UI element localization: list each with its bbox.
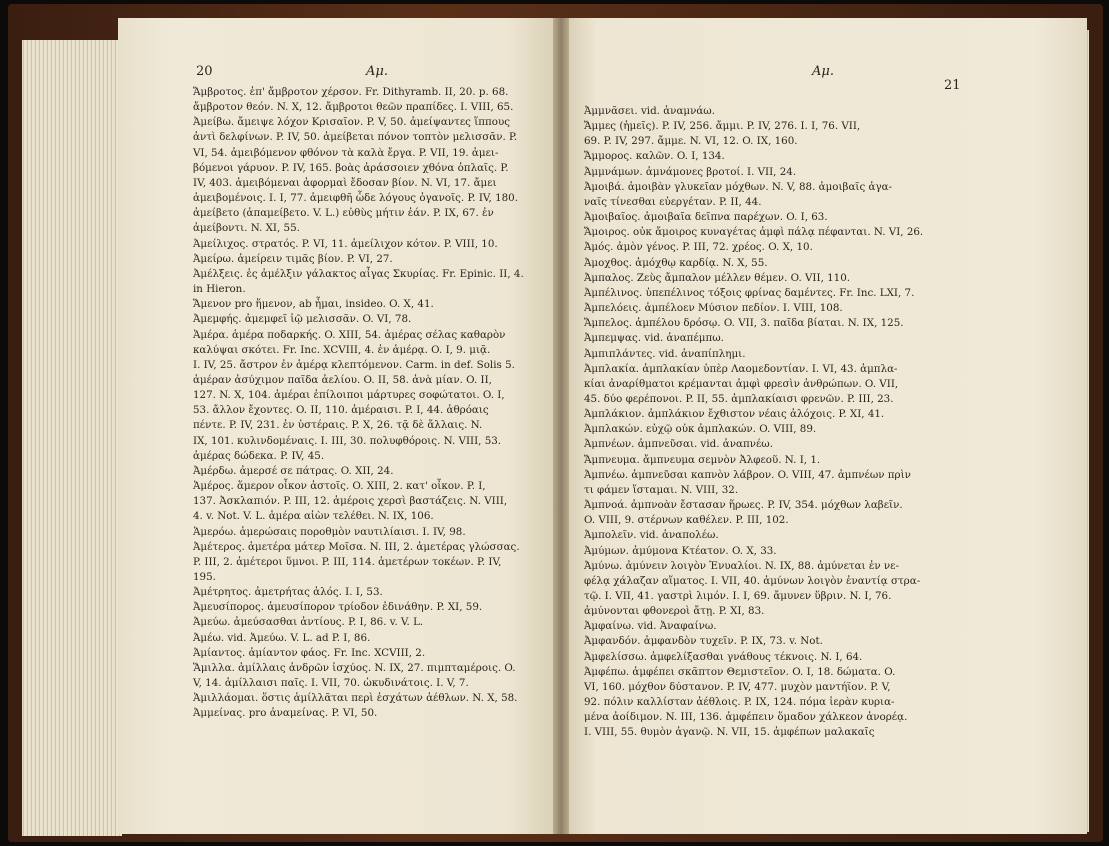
right-page-line: Ἄμμες (ἡμεῖς). P. IV, 256. ἄμμι. P. IV, 276. I. I, 76. VII,: [584, 120, 861, 133]
left-page-line: 137. Ἀσκλαπιόν. P. III, 12. ἁμέροις χερσὶ βαστάζεις. N. VIII,: [193, 495, 508, 508]
left-page-line: Ἀμίαντος. ἀμίαντον φάος. Fr. Inc. XCVIII, 2.: [193, 646, 426, 659]
left-page-line: ἀμείβετο (ἀπαμείβετο. V. L.) εὐθὺς μήτιν ἐάν. P. IX, 67. ἐν: [193, 207, 494, 220]
left-page-line: Ἀμεύω. ἀμεύσασθαι ἀντίους. P. I, 86. v. V. L.: [193, 616, 424, 629]
left-page-line: Ἅμιλλα. ἁμίλλαις ἀνδρῶν ἰσχύος. N. IX, 27. πιμπταμέροις. O.: [193, 661, 516, 674]
left-page-line: IX, 101. κυλινδομέναις. I. III, 30. πολυφθόροις. N. VIII, 53.: [193, 434, 502, 447]
right-page-line: ἀμύνονται φθονεροὶ ἄτῃ. P. XI, 83.: [584, 605, 765, 618]
left-page-line: πέντε. P. IV, 231. ἐν ὑστέραις. P. X, 26. τᾷ δὲ ἄλλαις. N.: [193, 419, 483, 432]
left-page-line: in Hieron.: [193, 283, 246, 296]
left-page-line: IV, 403. ἀμειβόμεναι ἀφορμαὶ ἔδοσαν βίον. N. VI, 17. ἄμει: [193, 176, 497, 189]
right-page-line: Ἀμπιπλάντες. vid. ἀναπίπλημι.: [584, 347, 746, 360]
right-page-line: Ἀμφέπω. ἀμφέπει σκᾶπτον Θεμιστεῖον. O. I, 18. δώματα. O.: [584, 665, 896, 678]
right-page-line: τῷ. I. VII, 41. γαστρὶ λιμόν. I. I, 69. ἄμυνεν ὕβριν. N. I, 76.: [584, 590, 892, 602]
right-page-line: Ἀμύνω. ἀμύνειν λοιγὸν Ἐνυαλίοι. N. IX, 88. ἀμύνεται ἐν νε-: [584, 559, 899, 572]
right-page-line: Ἀμπλακία. ἀμπλακίαν ὑπὲρ Λαομεδοντίαν. I. VI, 43. ἀμπλα-: [584, 362, 898, 375]
left-page-line: VI, 54. ἀμειβόμενον φθόνον τὰ καλὰ ἔργα. P. VII, 19. ἀμει-: [193, 146, 499, 159]
left-page-line: Ἀμέτρητος. ἀμετρήτας ἁλός. I. I, 53.: [193, 586, 383, 599]
right-page-line: Ἄμοιρος. οὐκ ἄμοιρος κυναγέτας ἀμφὶ πάλᾳ πέφανται. N. VI, 26.: [584, 226, 924, 239]
left-page-line: 4. v. Not. V. L. ἁμέρα αἰὼν τελέθει. N. IX, 106.: [193, 510, 434, 523]
left-page-line: ἀντὶ δελφίνων. P. IV, 50. ἀμείβεται πόνον τοπτὸν μελισσᾶν. P.: [193, 131, 518, 144]
left-page-line: καλύψαι σκότει. Fr. Inc. XCVIII, 4. ἐν ἁμέρᾳ. O. I, 9. μιᾷ.: [193, 343, 491, 356]
right-page-line: Ἀμπλακών. εὐχῷ οὐκ ἀμπλακών. O. VIII, 89.: [584, 423, 817, 436]
right-page-line: Ἄμπνευμα. ἄμπνευμα σεμνὸν Ἀλφεοῦ. N. I, 1.: [584, 453, 821, 466]
right-page-line: τι φάμεν ἵσταμαι. N. VIII, 32.: [584, 483, 739, 496]
right-page-number: 21: [944, 78, 961, 93]
right-page-line: 69. P. IV, 297. ἄμμε. N. VI, 12. O. IX, 160.: [584, 135, 798, 148]
right-page-line: Ἀμπεμψας. vid. ἀναπέμπω.: [584, 332, 724, 345]
left-page-line: Ἀμέρδω. ἀμερσέ σε πάτρας. O. XII, 24.: [193, 464, 394, 477]
left-page-line: Ἀμμείνας. pro ἀναμείνας. P. VI, 50.: [193, 707, 378, 720]
left-page-line: Ἀμείλιχος. στρατός. P. VI, 11. ἀμείλιχον κότον. P. VIII, 10.: [193, 237, 498, 250]
left-page-line: Ἀμέω. vid. Ἀμεύω. V. L. ad P. I, 86.: [193, 631, 371, 644]
left-page-line: Ἁμέρος. ἅμερον οἶκον ἀστοῖς. O. XIII, 2. κατ' οἶκον. P. I,: [193, 480, 486, 493]
left-page-line: Ἄμβροτος. ἐπ' ἄμβροτον χέρσον. Fr. Dithyramb. II, 20. p. 68.: [193, 86, 509, 98]
right-page-line: Ἀμοιβά. ἀμοιβὰν γλυκεῖαν μόχθων. N. V, 88. ἀμοιβαῖς ἀγα-: [584, 180, 893, 193]
left-page-line: 195.: [193, 571, 216, 583]
right-page-line: I. VIII, 55. θυμὸν ἀγανῷ. N. VII, 15. ἀμφέπων μαλακαῖς: [584, 726, 875, 739]
left-page-line: V, 14. ἁμίλλαισι παῖς. I. VII, 70. ὠκυδινάτοις. I. V, 7.: [193, 677, 469, 690]
right-page-line: 92. πόλιν καλλίσταν ἀέθλοις. P. IX, 124. πόμα ἱερὰν κυρια-: [584, 696, 895, 709]
left-column: [193, 85, 548, 722]
right-running-head: Αμ.: [812, 64, 834, 79]
right-page-line: Ἀμφαίνω. vid. Ἀναφαίνω.: [584, 620, 717, 633]
left-page-line: Ἀμέλξεις. ἐς ἀμέλξιν γάλακτος αἶγας Σκυρίας. Fr. Epinic. II, 4.: [193, 267, 524, 280]
right-page-line: Ἀμμνᾶσει. vid. ἀναμνάω.: [584, 105, 715, 117]
right-page-line: Ἀμπέλινος. ὑπεπέλινος τόξοις φρίνας δαμέντες. Fr. Inc. LXI, 7.: [584, 286, 915, 299]
left-page-line: ἀμείβοντι. N. XI, 55.: [193, 222, 300, 235]
right-page-line: Ἀμοχθος. ἀμόχθῳ καρδίᾳ. N. X, 55.: [584, 256, 768, 269]
right-page-line: Ἀμπνέω. ἀμπνεῦσαι καπνὸν λάβρον. O. VIII, 47. ἀμπνέων πρὶν: [584, 468, 911, 481]
left-page-line: I. IV, 25. ἄστρον ἐν ἁμέρᾳ κλεπτόμενον. Carm. in def. Solis 5.: [193, 358, 515, 371]
left-page-line: Ἁμέρα. ἁμέρα ποδαρκής. O. XIII, 54. ἁμέρας σέλας καθαρὸν: [193, 328, 506, 341]
right-page-line: O. VIII, 9. στέρνων καθέλεν. P. III, 102.: [584, 514, 789, 527]
left-page-line: Ἄμενον pro ἥμενον, ab ἧμαι, insideo. O. X, 41.: [193, 298, 434, 311]
right-page-line: φέλᾳ χάλαζαν αἵματος. I. VII, 40. ἀμύνων λοιγὸν ἐναντίᾳ στρα-: [584, 574, 921, 587]
right-page-line: Ἀμπνέων. ἀμπνεῦσαι. vid. ἀναπνέω.: [584, 438, 773, 451]
left-page-line: Ἀμεμφής. ἀμεμφεῖ ἰῷ μελισσᾶν. O. VI, 78.: [193, 313, 412, 326]
right-page-line: ναῖς τίνεσθαι εὐεργέταν. P. II, 44.: [584, 195, 762, 208]
left-page-line: 53. ἄλλον ἔχοντες. O. II, 110. ἁμέραισι. P. I, 44. ἀθρόαις: [193, 404, 489, 417]
page-edges-left: [22, 40, 122, 836]
left-page-line: βόμενοι γάρυον. P. IV, 165. βοὰς ἀράσσοιεν χθόνα ὁπλαῖς. P.: [193, 161, 509, 174]
left-page-line: Ἀμέτερος. ἁμετέρα μάτερ Μοῖσα. N. III, 2. ἁμετέρας γλώσσας.: [193, 540, 520, 553]
left-page-line: Ἁμερόω. ἁμερώσαις ποροθμὸν ναυτιλίαισι. I. IV, 98.: [193, 525, 466, 538]
left-page-line: Ἀμείρω. ἀμείρειν τιμᾶς βίον. P. VI, 27.: [193, 252, 393, 265]
left-page-line: ἀμειβομένοις. I. I, 77. ἀμειφθῆ ὧδε λόγους ὀγανοῖς. P. IV, 180.: [193, 192, 519, 205]
right-page-line: Ἄμπελος. ἀμπέλου δρόσῳ. O. VII, 3. παῖδα βίαται. N. IX, 125.: [584, 317, 904, 330]
right-column: [584, 104, 1004, 741]
right-page-line: Ἀμμνάμων. ἀμνάμονες βροτοί. I. VII, 24.: [584, 165, 797, 178]
right-page-line: μένα ἀοίδιμον. N. III, 136. ἀμφέπειν ὅμαδον χάλκεον ἀνορέᾳ.: [584, 711, 908, 724]
left-page-line: ἄμβροτον θεόν. N. X, 12. ἄμβροτοι θεῶν πραπίδες. I. VIII, 65.: [193, 101, 514, 114]
book-gutter: [553, 18, 569, 834]
left-page-line: Ἁμιλλάομαι. ὅστις ἁμίλλᾶται περὶ ἐσχάτων ἀέθλων. N. X, 58.: [193, 692, 518, 705]
right-page-line: Ἀμπλάκιον. ἀμπλάκιον ἔχθιστον νέαις ἀλόχοις. P. XI, 41.: [584, 408, 885, 421]
left-page-line: ἁμέρας δώδεκα. P. IV, 45.: [193, 449, 325, 462]
right-page-line: Ἀμπαλος. Ζεὺς ἄμπαλον μέλλεν θέμεν. O. VII, 110.: [584, 271, 851, 284]
right-page-line: Ἄμμορος. καλῶν. O. I, 134.: [584, 150, 725, 163]
left-running-head: Αμ.: [366, 64, 388, 79]
right-page-line: Ἀμπολεῖν. vid. ἀναπολέω.: [584, 529, 719, 542]
left-page-number: 20: [196, 64, 213, 79]
right-page-line: Ἀμφανδόν. ἀμφανδὸν τυχεῖν. P. IX, 73. v. Not.: [584, 635, 823, 648]
left-page-line: Ἀμείβω. ἄμειψε λόχον Κρισαῖον. P. V, 50. ἀμείψαντες ἵππους: [193, 116, 510, 129]
left-page-line: Ἀμευσίπορος. ἀμευσίπορον τρίοδον ἐδινάθην. P. XI, 59.: [193, 601, 483, 614]
right-page-line: Ἀμπνοά. ἀμπνοὰν ἔστασαν ἥρωες. P. IV, 354. μόχθων λαβεῖν.: [584, 499, 903, 512]
right-page-line: Ἀμοιβαῖος. ἀμοιβαῖα δεῖπνα παρέχων. O. I, 63.: [584, 211, 828, 224]
right-page-line: Ἀμός. ἀμὸν γένος. P. III, 72. χρέος. O. X, 10.: [584, 241, 813, 254]
right-page-line: Ἀμπελόεις. ἀμπέλοεν Μύσιον πεδίον. I. VIII, 108.: [584, 302, 843, 315]
right-page-line: 45. δύο φερέπονοι. P. II, 55. ἀμπλακίαισι φρενῶν. P. III, 23.: [584, 392, 894, 405]
left-page-line: 127. N. X, 104. ἁμέραι ἐπίλοιποι μάρτυρες σοφώτατοι. O. I,: [193, 389, 505, 402]
left-page-line: P. III, 2. ἁμέτεροι ὕμνοι. P. III, 114. ἁμετέρων τοκέων. P. IV,: [193, 555, 502, 568]
right-page-line: κίαι ἀναρίθματοι κρέμανται ἀμφὶ φρεσὶν ἀνθρώπων. O. VII,: [584, 377, 899, 390]
left-page-line: ἁμέραν ἀσύχιμον παῖδα ἀελίου. O. II, 58. ἀνὰ μίαν. O. II,: [193, 373, 492, 386]
right-page-line: Ἀμύμων. ἀμύμονα Κτέατον. O. X, 33.: [584, 544, 777, 557]
right-page-line: Ἀμφελίσσω. ἀμφελίξασθαι γνάθους τέκνοις. N. I, 64.: [584, 650, 863, 663]
right-page-line: VI, 160. μόχθον δύστανον. P. IV, 477. μυχὸν μαντήϊον. P. V,: [584, 680, 891, 693]
